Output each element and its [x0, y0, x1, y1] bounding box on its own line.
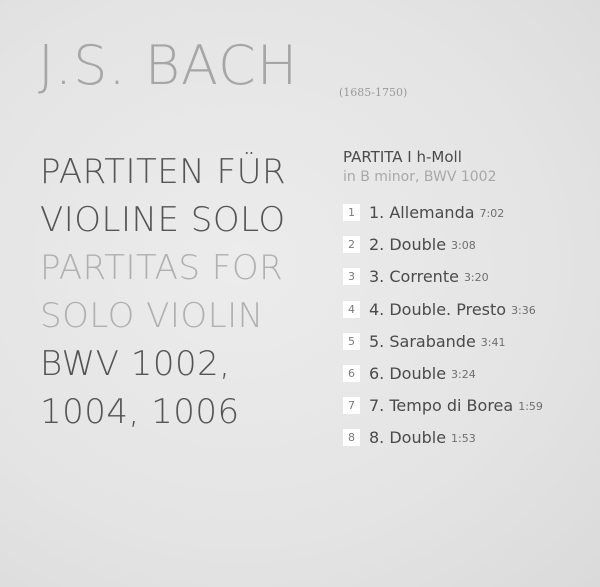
track-title: 7. Tempo di Borea	[369, 396, 514, 416]
track-title: 1. Allemanda	[369, 203, 475, 222]
track-title: 2. Double	[369, 235, 447, 255]
track-number: 6	[343, 365, 360, 382]
track-item	[343, 268, 543, 300]
composer-lifespan: (1685-1750)	[339, 86, 408, 99]
track-title: 3. Corrente	[369, 267, 459, 287]
track-item	[343, 429, 543, 461]
partita-heading: PARTITA I h-Moll	[343, 148, 462, 166]
track-number: 4	[343, 301, 360, 318]
track-title: 6. Double	[369, 363, 447, 383]
track-title: 5. Sarabande	[369, 331, 476, 351]
track-duration: 7:02	[479, 207, 505, 220]
partita-subheading: in B minor, BWV 1002	[343, 169, 497, 185]
track-title: 4. Double. Presto	[369, 299, 507, 319]
track-item	[343, 301, 543, 333]
title-german-line2: VIOLINE SOLO	[40, 200, 286, 240]
track-number: 5	[343, 333, 360, 350]
track-number: 8	[343, 429, 360, 446]
track-number: 1	[343, 204, 360, 221]
track-number: 7	[343, 397, 360, 414]
track-duration: 3:08	[451, 239, 476, 253]
track-item	[343, 236, 543, 268]
track-item	[343, 365, 543, 397]
track-item	[343, 204, 543, 236]
track-duration: 3:36	[511, 303, 536, 317]
track-number: 3	[343, 268, 360, 285]
track-duration: 1:59	[518, 400, 543, 414]
composer-name: J.S. BACH	[38, 34, 299, 97]
title-block	[40, 148, 286, 436]
track-duration: 3:41	[480, 335, 506, 349]
track-list	[343, 204, 543, 462]
title-bwv-line1: BWV 1002,	[40, 344, 231, 384]
track-title: 8. Double	[369, 428, 447, 448]
track-duration: 1:53	[451, 432, 476, 446]
title-english-line1: PARTITAS FOR	[40, 248, 284, 288]
title-english-line2: SOLO VIOLIN	[40, 296, 264, 336]
track-duration: 3:24	[451, 367, 476, 381]
track-item	[343, 333, 543, 365]
title-german-line1: PARTITEN FÜR	[40, 152, 287, 192]
track-number: 2	[343, 236, 360, 253]
track-duration: 3:20	[463, 271, 489, 285]
track-item	[343, 397, 543, 429]
title-bwv-line2: 1004, 1006	[40, 392, 240, 432]
